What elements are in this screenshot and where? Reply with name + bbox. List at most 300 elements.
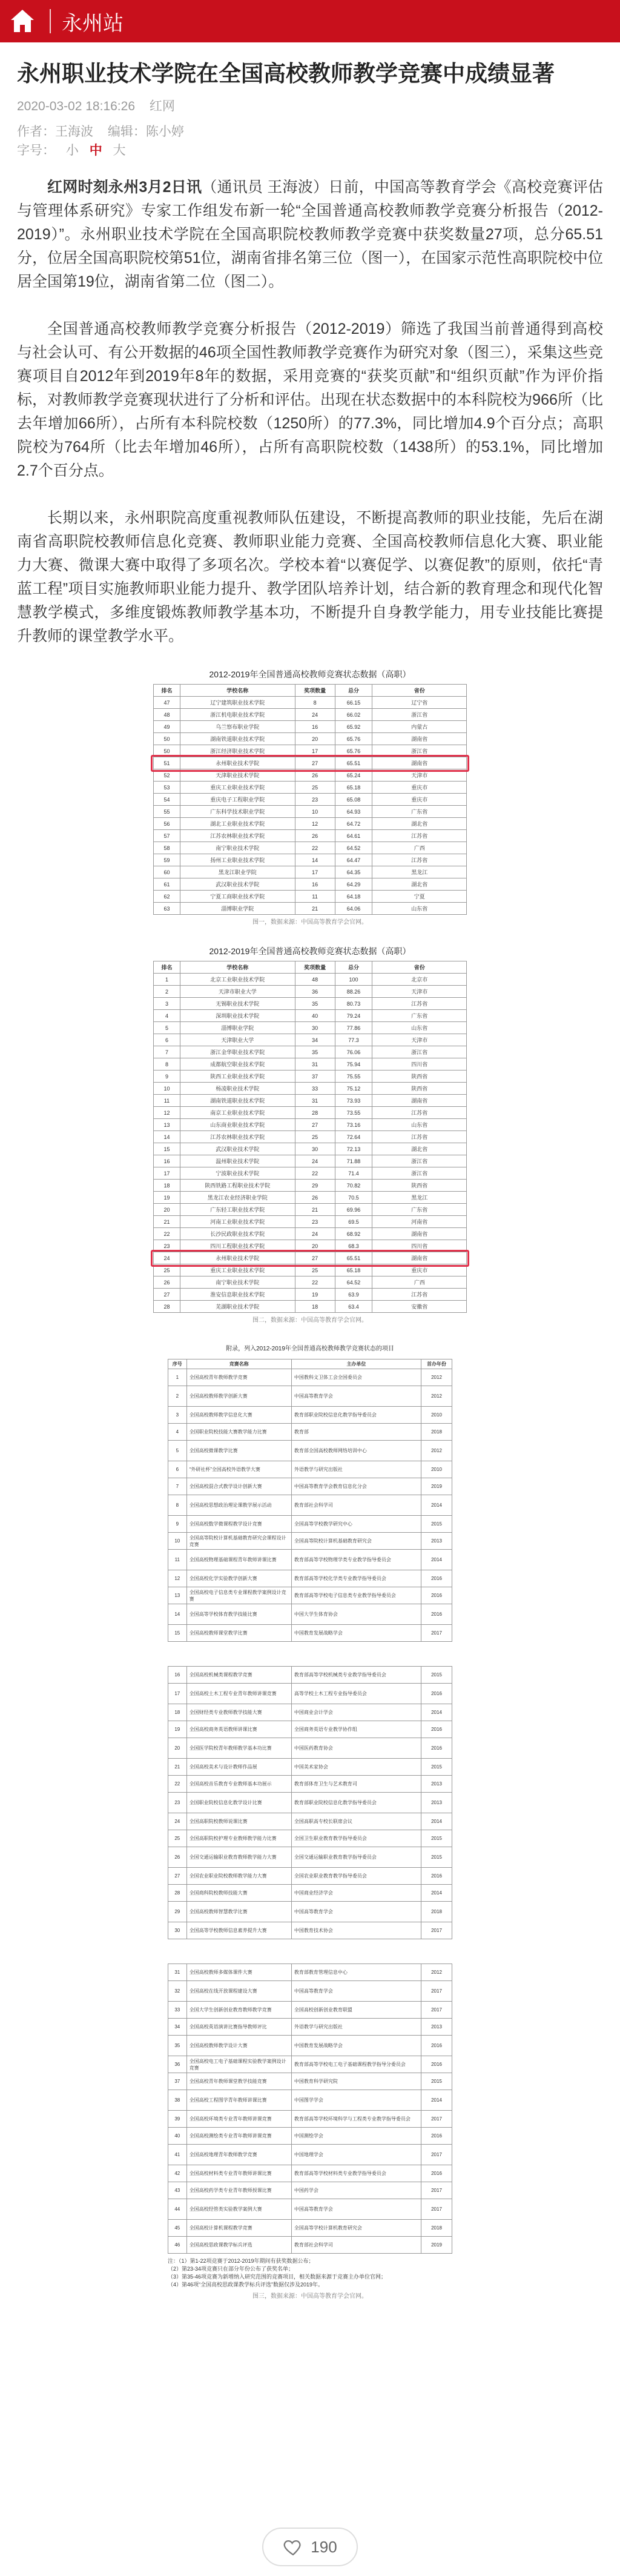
table-row (154, 1216, 467, 1228)
table-row (168, 2165, 452, 2182)
table-cell: 75.12 (335, 1083, 372, 1095)
table-cell: 61 (154, 878, 180, 891)
table-row (154, 903, 467, 915)
table-cell: 乌兰察布职业学院 (180, 721, 295, 733)
table-cell: 全国高校化学实验教学创新大赛 (186, 1570, 291, 1587)
table-cell: 2012 (421, 1369, 452, 1386)
table-cell: 100 (335, 974, 372, 986)
table-cell: 广东轻工职业技术学院 (180, 1204, 295, 1216)
table-cell: 全国交通运输职业教育教学指导委员会 (291, 1847, 421, 1868)
table-cell: 南宁职业技术学院 (180, 1276, 295, 1289)
table-row (168, 2036, 452, 2056)
table-cell: 杨凌职业技术学院 (180, 1083, 295, 1095)
table-cell: 教育部社会科学司 (291, 2237, 421, 2254)
table-cell: 广东省 (372, 1010, 467, 1022)
table-cell: 64.72 (335, 818, 372, 830)
table-cell: 16 (295, 878, 335, 891)
table-cell: 62 (154, 891, 180, 903)
table-cell: 30 (295, 1143, 335, 1155)
table-cell: 宁波职业技术学院 (180, 1167, 295, 1180)
table-cell: 湖南省 (372, 1095, 467, 1107)
table-cell: 芜湖职业技术学院 (180, 1301, 295, 1313)
table-cell: 1 (168, 1369, 187, 1386)
table-cell: 湖南省 (372, 1228, 467, 1240)
table-row (168, 1407, 452, 1424)
table-cell: 64.52 (335, 1276, 372, 1289)
table-cell: 安徽省 (372, 1301, 467, 1313)
table-cell: 36 (295, 986, 335, 998)
col-header: 主办单位 (291, 1359, 421, 1369)
table-row (154, 1289, 467, 1301)
table-cell: 49 (154, 721, 180, 733)
table-row (154, 794, 467, 806)
table-cell: 全国高等学校教师信息素养提升大赛 (186, 1922, 291, 1939)
figure-3-table-page (168, 1666, 452, 1939)
table-cell: 33 (168, 2002, 187, 2019)
table-cell: 26 (295, 830, 335, 842)
table-cell: 2016 (421, 1684, 452, 1704)
table-cell: 5 (168, 1441, 187, 1461)
table-cell: 全国高校音乐教育专业教师基本功展示 (186, 1776, 291, 1793)
table-cell: 9 (168, 1516, 187, 1533)
table-cell: 10 (295, 806, 335, 818)
table-cell: 内蒙古 (372, 721, 467, 733)
table-cell: 广东省 (372, 1204, 467, 1216)
table-cell: 65.08 (335, 794, 372, 806)
table-cell: 2015 (421, 1759, 452, 1776)
table-cell: 37 (168, 2073, 187, 2090)
table-cell: 65.51 (335, 757, 372, 769)
table-cell: 浙江省 (372, 1046, 467, 1058)
col-header: 学校名称 (180, 961, 295, 974)
table-cell: 2016 (421, 1604, 452, 1625)
table-cell: 全国高校材料类专业青年教师讲课比赛 (186, 2165, 291, 2182)
table-cell: 淮安信息职业技术学院 (180, 1289, 295, 1301)
table-cell: 浙江省 (372, 1155, 467, 1167)
table-cell: 22 (295, 842, 335, 854)
table-cell: 29 (295, 1180, 335, 1192)
table-cell: 中国测绘学会 (291, 2128, 421, 2145)
table-cell: 北京工业职业技术学院 (180, 974, 295, 986)
table-cell: 中国教育发展战略学会 (291, 1625, 421, 1642)
table-cell: 30 (168, 1922, 187, 1939)
table-cell: 广西 (372, 842, 467, 854)
table-cell: 陕西工业职业技术学院 (180, 1071, 295, 1083)
table-cell: 浙江省 (372, 709, 467, 721)
table-cell: 7 (154, 1046, 180, 1058)
table-cell: 39 (168, 2111, 187, 2128)
figure-3-title: 附录，列入2012-2019年全国普通高校教师教学竞赛状态的项目 (226, 1346, 394, 1352)
note-line: （3）第35-46项竞赛为新增纳入研究范围的竞赛项目，相关数据来源于竞赛主办单位官网； (168, 2274, 387, 2280)
table-cell: 66.15 (335, 697, 372, 709)
table-cell: 64.93 (335, 806, 372, 818)
article-meta (17, 98, 603, 115)
table-cell: 全国高校经管类实验教学案例大赛 (186, 2199, 291, 2220)
table-row (168, 1738, 452, 1759)
table-cell: 重庆电子工程职业学院 (180, 794, 295, 806)
table-row (168, 2073, 452, 2090)
table-cell: 2017 (421, 1981, 452, 2002)
table-row (154, 1167, 467, 1180)
table-cell: 46 (168, 2237, 187, 2254)
table-cell: 64.29 (335, 878, 372, 891)
paragraph-text: 长期以来，永州职院高度重视教师队伍建设，不断提高教师的职业技能，先后在湖南省高职院校教师信息化竞赛、教师职业能力竞赛、全国高校教师信息化大赛、职业能力大赛、微课大赛中取得了多项名次。学校本着“以赛促学、以赛促教”的原则，依托“青蓝工程”项目实施教师职业能力提升、教学团队培养计划，结合新的教育理念和现代化智慧教学模式，多维度锻炼教师教学基本功，不断提升自身教学能力，用专业技能比赛提升教师的课堂教学水平。 (17, 510, 603, 645)
home-icon[interactable] (8, 7, 36, 35)
table-cell: 21 (154, 1216, 180, 1228)
table-cell: 53 (154, 782, 180, 794)
table-cell: 中国美术家协会 (291, 1759, 421, 1776)
table-row (168, 1759, 452, 1776)
article-title: 永州职业技术学院在全国高校教师教学竞赛中成绩显著 (17, 61, 555, 86)
table-cell: 12 (295, 818, 335, 830)
table-cell: 教育部高等学校电工电子基础课程教学指导分委员会 (291, 2056, 421, 2073)
table-cell: 外语教学与研究出版社 (291, 1461, 421, 1478)
figure-3-notes (168, 2257, 452, 2289)
table-cell: 教育部高等学校电子信息类专业教学指导委员会 (291, 1587, 421, 1604)
table-row (168, 1793, 452, 1813)
table-cell: 中国教育发展战略学会 (291, 2036, 421, 2056)
article-credits (17, 124, 603, 141)
table-cell: 2010 (421, 1407, 452, 1424)
table-cell: 山东省 (372, 1022, 467, 1034)
like-button[interactable] (262, 2528, 358, 2566)
table-row (168, 1516, 452, 1533)
table-row (154, 1276, 467, 1289)
table-row (154, 818, 467, 830)
table-cell: 教育部全国高校教师网络培训中心 (291, 1441, 421, 1461)
table-cell: 57 (154, 830, 180, 842)
table-cell: 教育部职业院校信息化教学指导委员会 (291, 1793, 421, 1813)
table-cell: 70.5 (335, 1192, 372, 1204)
table-cell: 永州职业技术学院 (180, 1252, 295, 1264)
table-cell: 60 (154, 866, 180, 878)
table-cell: 21 (295, 1204, 335, 1216)
table-cell: 中国教育技术协会 (291, 1922, 421, 1939)
table-cell: 33 (295, 1083, 335, 1095)
table-cell: 65.18 (335, 782, 372, 794)
table-cell: 江苏农林职业技术学院 (180, 830, 295, 842)
table-cell: 广东省 (372, 806, 467, 818)
table-cell: 64.06 (335, 903, 372, 915)
col-header: 学校名称 (180, 685, 295, 697)
table-cell: 76.06 (335, 1046, 372, 1058)
paragraph-3 (17, 506, 603, 648)
table-cell: 2016 (421, 1721, 452, 1738)
table-cell: 全国高校电工电子基础课程实验教学案例设计竞赛 (186, 2056, 291, 2073)
table-cell: 2016 (421, 1587, 452, 1604)
table-cell: 中国高等教育学会 (291, 1386, 421, 1407)
table-row (168, 1981, 452, 2002)
table-cell: 中国高等教育学会 (291, 1981, 421, 2002)
table-cell: 24 (295, 1228, 335, 1240)
paragraph-text: 全国普通高校教师教学竞赛分析报告（2012-2019）筛选了我国当前普通得到高校与社会认可、有公开数据的46项全国性教师教学竞赛作为研究对象（图三），采集这些竞赛项目自2012年到2019年8年的数据，采用竞赛的“获奖页献”和“组织页献”作为评价指标，对教师教学竞赛现状进行了分析和评估。出现在状态数据中的本科院校为966所（比去年增加66所），占所有本科院校数（1250所）的77.3%，同比增加4.9个百分点；高职院校为764所（比去年增加46所），占所有高职院校数（1438所）的53.1%，同比增加2.7个百分点。 (17, 320, 603, 479)
table-cell: 5 (154, 1022, 180, 1034)
table-cell: 黑龙江 (372, 866, 467, 878)
table-row (154, 854, 467, 866)
font-size-small[interactable]: 小 (65, 144, 79, 158)
table-cell: 2016 (421, 1868, 452, 1885)
table-row (168, 2090, 452, 2111)
table-cell: 天津市 (372, 1034, 467, 1046)
paragraph-lead: 红网时刻永州3月2日讯 (47, 179, 202, 196)
table-row (168, 1478, 452, 1495)
table-cell: 19 (295, 1289, 335, 1301)
table-cell: 淄博职业学院 (180, 1022, 295, 1034)
table-cell: 中国教科文卫体工会全国委员会 (291, 1369, 421, 1386)
table-cell: 教育部 (291, 1424, 421, 1441)
table-cell: 全国高等学校教学研究中心 (291, 1516, 421, 1533)
highlight-box (151, 755, 469, 772)
table-cell: 中国地理学会 (291, 2145, 421, 2165)
table-cell: 13 (154, 1119, 180, 1131)
table-cell: 全国高校计算机课程教学竞赛 (186, 2220, 291, 2237)
table-cell: 全国高校数学微课程教学设计竞赛 (186, 1516, 291, 1533)
table-cell: 湖南省 (372, 1252, 467, 1264)
table-cell: 教育部职业院校信息化教学指导委员会 (291, 1407, 421, 1424)
table-cell: 2013 (421, 1776, 452, 1793)
table-row (154, 1107, 467, 1119)
table-row (154, 1083, 467, 1095)
table-cell: 2018 (421, 2220, 452, 2237)
table-cell: 浙江省 (372, 745, 467, 757)
article (0, 42, 620, 648)
table-cell: 27 (295, 757, 335, 769)
figure-3 (168, 1343, 452, 2301)
table-cell: “外研社杯”全国高校外语教学大赛 (186, 1461, 291, 1478)
table-cell: 武汉职业技术学院 (180, 1143, 295, 1155)
table-cell: 2016 (421, 2165, 452, 2182)
table-cell: 35 (295, 998, 335, 1010)
table-cell: 天津职业技术学院 (180, 769, 295, 782)
table-cell: 23 (295, 1216, 335, 1228)
table-cell: 43 (168, 2182, 187, 2199)
table-cell: 10 (154, 1083, 180, 1095)
table-cell: 30 (295, 1022, 335, 1034)
table-cell: 2019 (421, 2237, 452, 2254)
table-cell: 全国高校药学类专业青年教师授课比赛 (186, 2182, 291, 2199)
figure-3-table-page (168, 1964, 452, 2254)
table-cell: 温州职业技术学院 (180, 1155, 295, 1167)
table-cell: 7 (168, 1478, 187, 1495)
table-cell: 25 (295, 782, 335, 794)
table-cell: 外语教学与研究出版社 (291, 2019, 421, 2036)
table-cell: 河南工业职业技术学院 (180, 1216, 295, 1228)
table-cell: 44 (168, 2199, 187, 2220)
table-cell: 教育部高等学校材料类专业教学指导委员会 (291, 2165, 421, 2182)
table-cell: 重庆工业职业技术学院 (180, 1264, 295, 1276)
table-cell: 65.24 (335, 769, 372, 782)
table-cell: 58 (154, 842, 180, 854)
table-cell: 2016 (421, 2128, 452, 2145)
table-cell: 重庆市 (372, 782, 467, 794)
table-cell: 永州职业技术学院 (180, 757, 295, 769)
col-header: 首办年份 (421, 1359, 452, 1369)
table-cell: 47 (154, 697, 180, 709)
table-cell: 31 (295, 1058, 335, 1071)
table-cell: 全国高校教师教学信息化大赛 (186, 1407, 291, 1424)
table-row (154, 1058, 467, 1071)
font-size-medium[interactable]: 中 (89, 144, 102, 158)
table-cell: 2016 (421, 2036, 452, 2056)
table-cell: 40 (168, 2128, 187, 2145)
table-cell: 11 (154, 1095, 180, 1107)
table-cell: 6 (168, 1461, 187, 1478)
table-cell: 全国高校思政课教学标兵评选 (186, 2237, 291, 2254)
article-content (17, 176, 603, 648)
table-row (154, 842, 467, 854)
table-cell: 江苏省 (372, 998, 467, 1010)
table-cell: 全国高校教师教学创新大赛 (186, 1386, 291, 1407)
table-row (154, 878, 467, 891)
table-cell: 湖南铁道职业技术学院 (180, 733, 295, 745)
table-row (154, 806, 467, 818)
table-cell: 28 (295, 1107, 335, 1119)
table-cell: 扬州工业职业技术学院 (180, 854, 295, 866)
table-cell: 69.5 (335, 1216, 372, 1228)
font-size-large[interactable]: 大 (113, 144, 126, 158)
table-row (168, 2128, 452, 2145)
table-cell: 73.16 (335, 1119, 372, 1131)
table-cell: 2017 (421, 2182, 452, 2199)
table-cell: 65.92 (335, 721, 372, 733)
table-cell: 全国高职院校护理专业教师教学能力比赛 (186, 1830, 291, 1847)
table-cell: 24 (295, 709, 335, 721)
table-row (154, 1034, 467, 1046)
article-source: 红网 (149, 99, 175, 113)
note-line: 注：（1）第1-22项竞赛于2012-2019年期间有获奖数据公布； (168, 2258, 314, 2264)
table-cell: 2014 (421, 1704, 452, 1721)
table-cell: 黑龙江职业学院 (180, 866, 295, 878)
table-cell: 教育部体育卫生与艺术教育司 (291, 1776, 421, 1793)
table-cell: 全国高校英语演讲比赛指导教师评比 (186, 2019, 291, 2036)
like-area (0, 2528, 620, 2566)
table-cell: 63.9 (335, 1289, 372, 1301)
table-row (154, 1022, 467, 1034)
table-cell: 2012 (421, 1441, 452, 1461)
table-cell: 56 (154, 818, 180, 830)
table-cell: 全国职业院校信息化教学设计比赛 (186, 1793, 291, 1813)
site-name[interactable]: 永州站 (62, 12, 124, 35)
table-cell: 湖北工业职业技术学院 (180, 818, 295, 830)
table-row (168, 1684, 452, 1704)
table-row (168, 1369, 452, 1386)
table-cell: 高等学校土木工程专业指导委员会 (291, 1684, 421, 1704)
table-cell: 淄博职业学院 (180, 903, 295, 915)
table-row (154, 1071, 467, 1083)
table-row (168, 2199, 452, 2220)
table-cell: 68.3 (335, 1240, 372, 1252)
table-cell: 河南省 (372, 1216, 467, 1228)
table-cell: 24 (295, 1155, 335, 1167)
table-cell: 51 (154, 757, 180, 769)
table-cell: 80.73 (335, 998, 372, 1010)
table-cell: 26 (154, 1276, 180, 1289)
table-cell: 55 (154, 806, 180, 818)
table-cell: 重庆工业职业技术学院 (180, 782, 295, 794)
table-cell: 26 (168, 1847, 187, 1868)
figure-1-title: 2012-2019年全国普通高校教师竞赛状态数据（高职） (209, 669, 411, 679)
table-cell: 50 (154, 745, 180, 757)
table-cell: 中国图学学会 (291, 2090, 421, 2111)
table-cell: 全国高校测绘类专业青年教师讲课竞赛 (186, 2128, 291, 2145)
col-header: 省份 (372, 685, 467, 697)
table-cell: 2013 (421, 2019, 452, 2036)
col-header: 排名 (154, 961, 180, 974)
table-cell: 14 (295, 854, 335, 866)
table-cell: 16 (154, 1155, 180, 1167)
figure-3-table-page (168, 1359, 452, 1642)
table-cell: 辽宁省 (372, 697, 467, 709)
table-cell: 天津市 (372, 769, 467, 782)
table-row (154, 986, 467, 998)
col-header: 总分 (335, 961, 372, 974)
table-cell: 16 (295, 721, 335, 733)
table-cell: 17 (295, 745, 335, 757)
table-cell: 45 (168, 2220, 187, 2237)
table-cell: 全国高校环境类专业青年教师讲课竞赛 (186, 2111, 291, 2128)
table-cell: 湖北省 (372, 1143, 467, 1155)
table-cell: 教育部高等学校机械类专业教学指导委员会 (291, 1667, 421, 1684)
table-cell: 山东省 (372, 903, 467, 915)
note-line: （4）第46项“全国高校思政课教学标兵评选”数据仅涉及2019年。 (168, 2282, 324, 2288)
table-row (168, 1902, 452, 1922)
table-cell: 77.86 (335, 1022, 372, 1034)
table-cell: 77.3 (335, 1034, 372, 1046)
table-cell: 深圳职业技术学院 (180, 1010, 295, 1022)
table-cell: 全国高等院校计算机基础教育研究会课程设计竞赛 (186, 1533, 291, 1550)
table-cell: 88.26 (335, 986, 372, 998)
col-header: 奖项数量 (295, 961, 335, 974)
table-cell: 40 (295, 1010, 335, 1022)
table-cell: 天津市 (372, 986, 467, 998)
table-cell: 2019 (421, 1478, 452, 1495)
table-row (154, 1010, 467, 1022)
table-cell: 17 (295, 866, 335, 878)
table-cell: 教育部高等学校化学类专业教学指导委员会 (291, 1570, 421, 1587)
table-cell: 江苏省 (372, 854, 467, 866)
table-cell: 48 (295, 974, 335, 986)
table-cell: 6 (154, 1034, 180, 1046)
top-bar (0, 0, 620, 42)
table-cell: 江苏省 (372, 830, 467, 842)
table-cell: 全国高校青年教师教学竞赛 (186, 1369, 291, 1386)
table-cell: 21 (168, 1759, 187, 1776)
table-cell: 18 (168, 1704, 187, 1721)
col-header: 排名 (154, 685, 180, 697)
table-row (154, 1143, 467, 1155)
table-cell: 浙江省 (372, 1167, 467, 1180)
table-cell: 四川省 (372, 1058, 467, 1071)
table-cell: 全国高校在线开放课程建设大赛 (186, 1981, 291, 2002)
table-row (168, 1776, 452, 1793)
table-row (154, 891, 467, 903)
table-cell: 全国农业职业教育教学指导委员会 (291, 1868, 421, 1885)
table-row (168, 2220, 452, 2237)
table-cell: 全国卫生职业教育教学指导委员会 (291, 1830, 421, 1847)
table-cell: 11 (168, 1550, 187, 1570)
table-cell: 2017 (421, 2111, 452, 2128)
table-cell: 23 (168, 1793, 187, 1813)
table-row (168, 1441, 452, 1461)
table-row (168, 1813, 452, 1830)
table-cell: 29 (168, 1902, 187, 1922)
table-row (168, 2111, 452, 2128)
table-cell: 北京市 (372, 974, 467, 986)
table-cell: 27 (154, 1289, 180, 1301)
table-cell: 35 (295, 1046, 335, 1058)
table-cell: 广西 (372, 1276, 467, 1289)
table-cell: 65.76 (335, 733, 372, 745)
